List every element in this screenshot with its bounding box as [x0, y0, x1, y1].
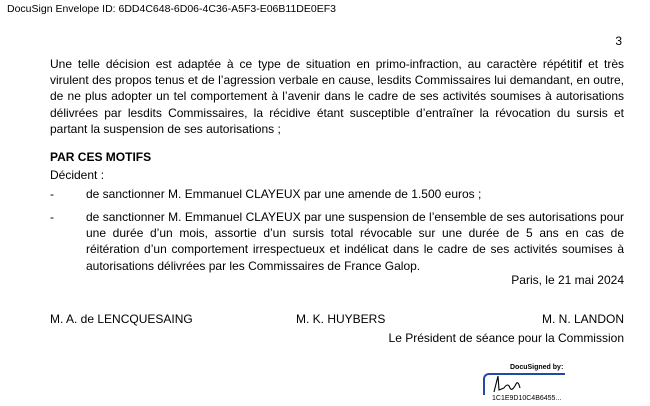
docusign-block — [478, 362, 588, 406]
sanction-item — [50, 186, 624, 202]
docusign-hash: 1C1E9D10C4B6455... — [492, 395, 562, 402]
docusign-label: DocuSigned by: — [510, 364, 564, 371]
envelope-id: DocuSign Envelope ID: 6DD4C648-6D06-4C36-A5F3-E06B11DE0EF3 — [7, 3, 336, 15]
sanction-item — [50, 209, 624, 274]
sanction-text: de sanctionner M. Emmanuel CLAYEUX par une amende de 1.500 euros ; — [86, 187, 482, 201]
sanction-text: de sanctionner M. Emmanuel CLAYEUX par une suspension de l’ensemble de ses autorisations pour une durée d’un mois, assortie d’un sursis total révocable sur une durée de 5 ans en cas de réitération d’un comportement irrespectueux et indélicat dans le cadre de ses activités soumises à autorisations délivrées par les Commissaires de France Galop. — [86, 210, 624, 273]
president-role: Le Président de séance pour la Commission — [388, 331, 624, 345]
date-line: Paris, le 21 mai 2024 — [511, 273, 624, 287]
signatory-huybers: M. K. HUYBERS — [296, 312, 386, 326]
list-dash: - — [50, 210, 54, 224]
list-dash: - — [50, 187, 54, 201]
page-number: 3 — [615, 34, 622, 48]
signatory-landon: M. N. LANDON — [541, 312, 624, 326]
decision-paragraph: Une telle décision est adaptée à ce type de situation en primo-infraction, au caractère répétitif et très virulent des propos tenus et de l’agression verbale en cause, lesdits Commissaires lui demandant, en outre, de ne plus adopter un tel comportement à l’avenir dans le cadre de ses activités soumises à autorisations délivrées par lesdits Commissaires, la récidive étant susceptible d’entraîner la révocation du sursis et partant la suspension de ses autorisations ; — [50, 57, 624, 136]
signatory-lencquesaing: M. A. de LENCQUESAING — [50, 312, 193, 326]
section-heading: PAR CES MOTIFS — [50, 150, 152, 164]
decident-label: Décident : — [50, 168, 105, 182]
handwritten-signature-icon — [490, 370, 530, 396]
